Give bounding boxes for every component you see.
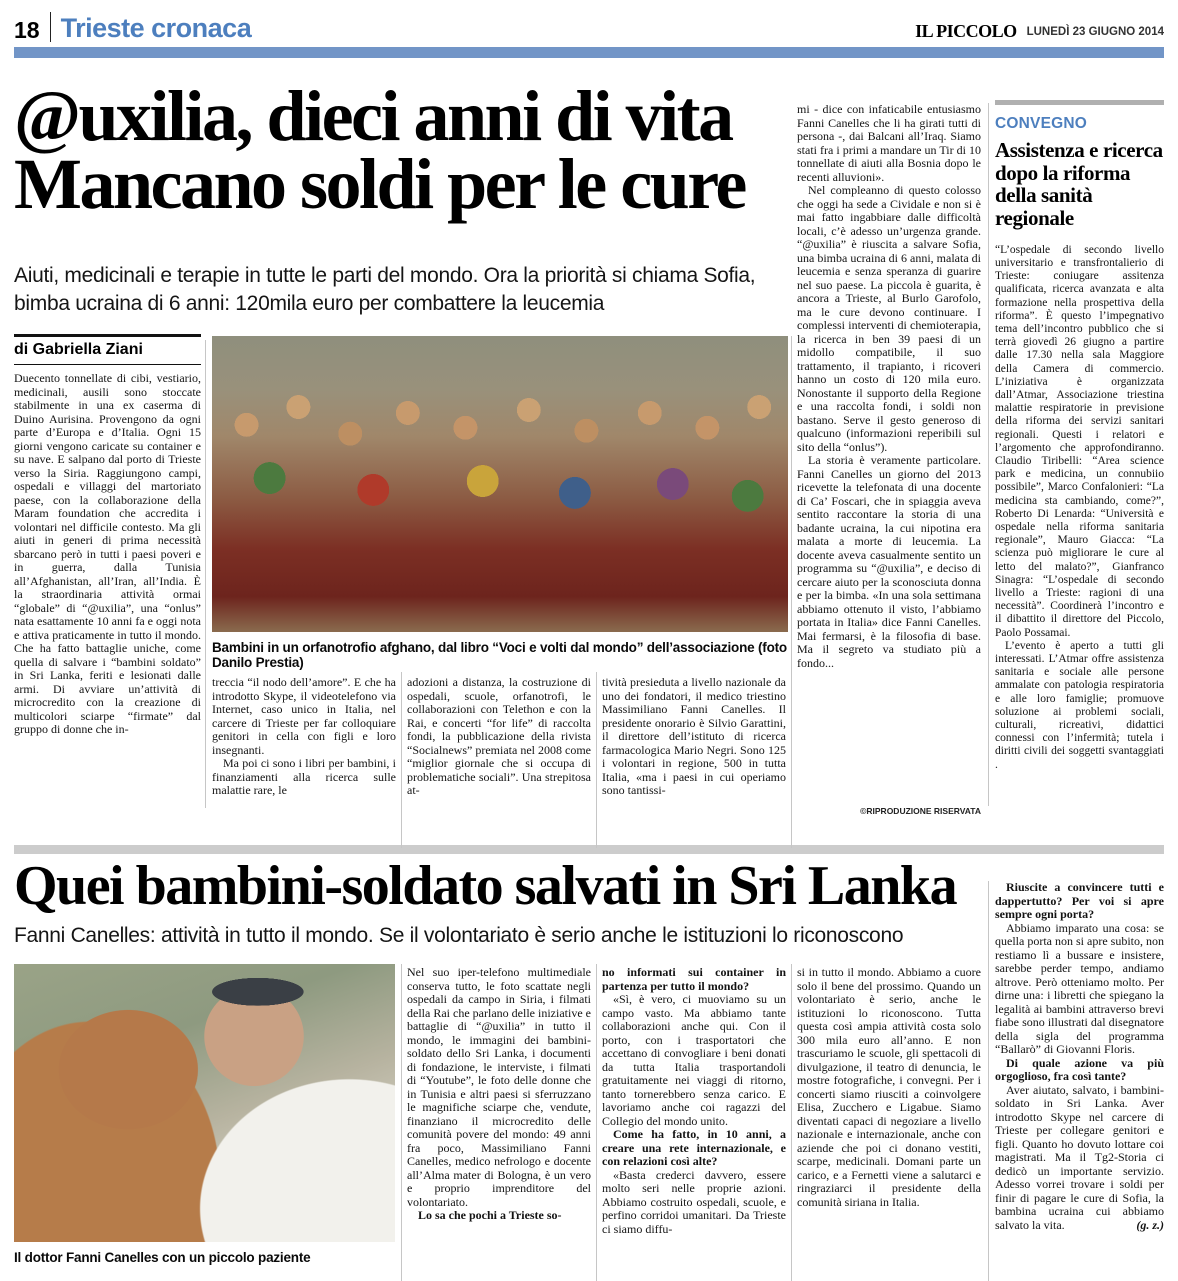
article2-standfirst: Fanni Canelles: attività in tutto il mondo. Se il volontariato è serio anche le istituzioni lo riconoscono: [14, 924, 904, 947]
publication-date: LUNEDÌ 23 GIUGNO 2014: [1026, 25, 1164, 38]
masthead: IL PICCOLO: [915, 21, 1017, 41]
column-rule: [791, 964, 792, 1281]
article1-col2-paragraph: treccia “il nodo dell’amore”. E che ha introdotto Skype, il videotelefono via Internet, caso unico in Italia, nel carcere di Trieste per far colloquiare genitori in cella con figli e loro insegnanti.: [212, 676, 396, 757]
article1-column-5: [797, 103, 981, 803]
section-color-bar: [14, 47, 1164, 58]
article1-col5-paragraph: mi - dice con infaticabile entusiasmo Fanni Canelles che li ha girati tutti di persona -, dai Balcani all’Iraq. Siamo stati fra i primi a mandare un Tir di 10 tonnellate di aiuti alla Bosnia dopo le recenti alluvioni».: [797, 103, 981, 184]
column-rule: [596, 964, 597, 1281]
article1-column-3: [407, 676, 591, 846]
convegno-sidebar: [995, 100, 1164, 806]
article2-column-3: [797, 966, 981, 1281]
interview-answer: Abbiamo imparato una cosa: se quella porta non si apre subito, non restiamo lì a bussare e insistere, sarebbe perder tempo, andiamo altrove. Però otteniamo molto. Per dirne una: i libretti che spiegano la legalità ai bambini attraverso brevi fiabe sono illustrati dal disegnatore della sigla del programma “Ballarò” di Giovanni Floris.: [995, 920, 1164, 1056]
article1-column-4: [602, 676, 786, 846]
doctor-patient-photo: [14, 964, 395, 1242]
article-divider-bar: [14, 845, 1164, 854]
article1-col2-paragraph: Ma poi ci sono i libri per bambini, i finanziamenti alla ricerca sulle malattie rare, le: [212, 756, 396, 797]
interview-question: Come ha fatto, in 10 anni, a creare una rete internazionale, e con relazioni così alte?: [602, 1127, 786, 1168]
article2-photo-caption: Il dottor Fanni Canelles con un piccolo paziente: [14, 1250, 311, 1265]
article1-standfirst: Aiuti, medicinali e terapie in tutte le parti del mondo. Ora la priorità si chiama Sofia, bimba ucraina di 6 anni: 120mila euro per combattere la leucemia: [14, 264, 756, 316]
author-initials: (g. z.): [1136, 1217, 1164, 1232]
sidebar-paragraph: “L’ospedale di secondo livello universitario e transfrontalierio di Trieste: coniugare assitenza qualificata, ricerca avanzata e alta formazione nella prospettiva della riforma”. È questo l’impegnativo tema dell’incontro pubblico che si terrà giovedì 26 giugno a partire dalle 17.30 nella sala Maggiore della Camera di commercio. L’iniziativa è organizzata dall’Atmar, Associazione triestina malattie respiratorie in previsione della riforma dei servizi sanitari regionali. Questi i relatori e l’argomento che approfondiranno. Claudio Tiribelli: “Area science park e medicina, un connubiio possibile”, Marco Confalonieri: “La medicina sta cambiando, come?”, Roberto Di Lenarda: “Università e ospedale nella riforma sanitaria regionale”, Mauro Giacca: “La scienza può migliorare le cure al letto del malato?”, Gianfranco Sinagra: “L’ospedale di secondo livello a Trieste: ragioni di una necessità”. Coordinerà l’incontro e il dibattito il direttore del Piccolo, Paolo Possamai.: [995, 243, 1164, 639]
article1-photo-caption: Bambini in un orfanotrofio afghano, dal libro “Voci e volti dal mondo” dell’associazione (foto Danilo Prestia): [212, 640, 787, 670]
page-header: [14, 6, 1164, 42]
column-rule: [596, 672, 597, 848]
sidebar-paragraph: L’evento è aperto a tutti gli interessati. L’Atmar offre assistenza sanitaria e sociale alle persone ammalate con patologia respiratoria e alle loro famiglie; promuove soluzione ai problemi sociali, culturali, ricreativi, didattici connessi con l’infermità; tutela i diritti civili dei soggetti svantaggiati .: [995, 639, 1164, 771]
article1-col3-paragraph: adozioni a distanza, la costruzione di ospedali, scuole, orfanotrofi, le collaborazioni con Telethon e con la Rai, e concerti “for life” di raccolta fondi, la pubblicazione della rivista “Socialnews” premiata nel 2008 come “miglior giornale che si occupa di problematiche sociali”. Una strepitosa at-: [407, 676, 591, 797]
header-left: [14, 12, 251, 42]
column-rule: [791, 336, 792, 848]
header-right: [915, 22, 1164, 42]
copyright-notice: ©RIPRODUZIONE RISERVATA: [860, 806, 981, 816]
article1-col5-paragraph: La storia è veramente particolare. Fanni Canelles un giorno del 2013 ricevette la telefonata di una docente di Ca’ Foscari, che in spiaggia aveva sentito raccontare la storia di una badante ucraina, la cui nipotina era malata a morte di leucemia. La docente aveva casualmente sentito un programma su “@uxilia”, e deciso di cercare aiuto per la sconosciuta donna e per la bimba. «In una sola settimana abbiamo ottenuto il visto, l’abbiamo portata in Italia» dice Fanni Canelles. Mai fermarsi, è la filosofia di base. Ma il segreto va studiato più a fondo...: [797, 453, 981, 670]
article2-headline: Quei bambini-soldato salvati in Sri Lanka: [14, 855, 957, 917]
article1-col1-paragraph: Duecento tonnellate di cibi, vestiario, medicinali, ausili sono stoccate stabilmente in una ex caserma di Duino Aurisina. Provengono da ogni parte d’Europa e d’Italia. Ogni 15 giorni vengono caricate su container e su nave. E salpano dal porto di Trieste verso la Siria. Raggiungono campi, ospedali e villaggi del martoriato paese, con la collaborazione della Maram foundation che accredita i volontari nel difficile contesto. Ma gli aiuti in generi di prima necessità sbarcano però in tutti i paesi poveri e in guerra, dalla Tunisia all’Afghanistan, all’Iran, all’India. È la straordinaria attività ormai “globale” di “@uxilia”, una “onlus” nata esattamente 10 anni fa e oggi nota e attiva praticamente in tutto il mondo. Che ha fatto battaglie uniche, come quella di salvare i “bambini soldato” in Sri Lanka, feriti e lesionati dalle armi. Di avviare un’attività di microcredito con la creazione di multicolori sciarpe “firmate” dal gruppo di donne che in-: [14, 372, 201, 736]
interview-answer: «Basta crederci davvero, essere molto seri nelle proprie azioni. Abbiamo costruito ospedali, scuole, e perfino corridoi umanitari. Da Trieste ci siamo diffu-: [602, 1167, 786, 1236]
page-number: 18: [14, 17, 40, 43]
column-rule: [205, 340, 206, 808]
interview-question: Di quale azione va più orgoglioso, fra così tante?: [995, 1055, 1164, 1083]
interview-question: no informati sui container in partenza per tutto il mondo?: [602, 966, 786, 993]
article1-headline: [14, 76, 794, 225]
article2-colA-lead: Lo sa che pochi a Trieste so-: [418, 1208, 562, 1222]
interview-answer: «Sì, è vero, ci muoviamo su un campo vasto. Ma abbiamo tante collaborazioni anche qui. Con il porto, con i trasportatori che accettano di convogliare i beni donati da tutta Italia trasportandoli gratuitamente nei viaggi di ritorno, tanto tornerebbero senza carico. E lavoriamo anche coi ragazzi del Collegio del mondo unito.: [602, 992, 786, 1128]
header-divider: [50, 12, 51, 42]
sidebar-body: [995, 244, 1164, 772]
article1-headline-line2: Mancano soldi per le cure: [14, 144, 745, 225]
column-rule: [988, 881, 989, 1281]
column-rule: [988, 103, 989, 806]
sidebar-headline: Assistenza e ricerca dopo la riforma della sanità regionale: [995, 138, 1163, 231]
section-title: Trieste cronaca: [60, 13, 252, 43]
article1-column-1: [14, 372, 201, 808]
sidebar-top-rule: [995, 100, 1164, 105]
article1-col4-paragraph: tività presieduta a livello nazionale da uno dei fondatori, il medico triestino Massimiliano Fanni Canelles. Il presidente onorario è Silvio Garattini, il direttore dell’istituto di ricerca farmacologica Mario Negri. Sono 125 i volontari in regione, 500 in tutta Italia, «ma i paesi in cui operiamo sono tantissi-: [602, 676, 786, 797]
sidebar-kicker: CONVEGNO: [995, 115, 1088, 132]
article1-byline: di Gabriella Ziani: [14, 334, 201, 365]
interview-answer: [995, 1084, 1164, 1233]
article1-headline-line1: @uxilia, dieci anni di vita: [14, 76, 732, 156]
article2-column-2: [602, 966, 786, 1281]
article2-column-4: [995, 881, 1164, 1281]
interview-answer: si in tutto il mondo. Abbiamo a cuore solo il bene del prossimo. Quando un volontariato è serio, anche le istituzioni lo riconoscono. Tutta questa così ampia attività costa solo 300 mila euro all’anno. E non trascuriamo le scuole, gli spettacoli di divulgazione, il teatro di denuncia, le mostre fotografiche, i convegni. Per i concerti siamo riusciti a coinvolgere Elisa, Zucchero e Ligabue. Siamo diventati capaci di negoziare a livello nazionale e internazionale, anche con aziende che poi ci donano vestiti, scarpe, medicinali. Domani parte un carico, e a Fernetti viene a salutarci e ringraziarci il presidente della comunità siriana in Italia.: [797, 966, 981, 1209]
orphanage-photo: [212, 336, 788, 632]
article2-colA-paragraph: Nel suo iper-telefono multimediale conserva tutto, le foto scattate negli ospedali da campo in Siria, i filmati della Rai che parlano delle iniziative e battaglie di “@uxilia” in tutto il mondo, le immagini dei bambini-soldato dello Sri Lanka, i documenti di fondazione, le interviste, i filmati di “Youtube”, le foto delle donne che in Tunisia e altri paesi si sferruzzano le magnifiche sciarpe che, vendute, finanziano il microcredito delle comunità povere del mondo: 49 anni fra poco, Massimiliano Fanni Canelles, medico nefrologo e docente all’Alma mater di Bologna, è un vero e proprio imprenditore del volontariato.: [407, 966, 591, 1209]
column-rule: [401, 964, 402, 1281]
interview-answer-text: Aver aiutato, salvato, i bambini-soldato in Sri Lanka. Aver introdotto Skype nel carcere di Trieste per collegare genitori e figli. Quanto ho dovuto lottare coi magistrati. Ma il Tg2-Storia ci dedicò un importante servizio. Adesso vorrei trovare i soldi per finir di pagare le cure di Sofia, la bambina ucraina cui abbiamo salvato la vita.: [995, 1082, 1164, 1232]
article1-col5-paragraph: Nel compleanno di questo colosso che oggi ha sede a Cividale e non si è mai fatto ingabbiare dalle difficoltà locali, c’è adesso un’urgenza grande. “@uxilia” è riuscita a salvare Sofia, una bimba ucraina di 6 anni, malata di leucemia e senza speranza di guarire nel suo paese. La piccola è guarita, è ancora a Trieste, al Burlo Garofolo, ma le cure devono continuare. I complessi interventi di chemioterapia, la ricerca in ben 39 paesi di un midollo compatibile, il suo trattamento, il trapianto, i ricoveri hanno un costo di 120 mila euro. Nonostante il supporto della Regione e una raccolta fondi, i soldi non bastano. Serve il gesto generoso di qualcuno (informazioni reperibili sul sito della “onlus”).: [797, 183, 981, 454]
column-rule: [401, 672, 402, 848]
interview-question: Riuscite a convincere tutti e dappertutto? Per voi si apre sempre ogni porta?: [995, 881, 1164, 921]
article2-column-1: [407, 966, 591, 1281]
article1-column-2: [212, 676, 396, 846]
